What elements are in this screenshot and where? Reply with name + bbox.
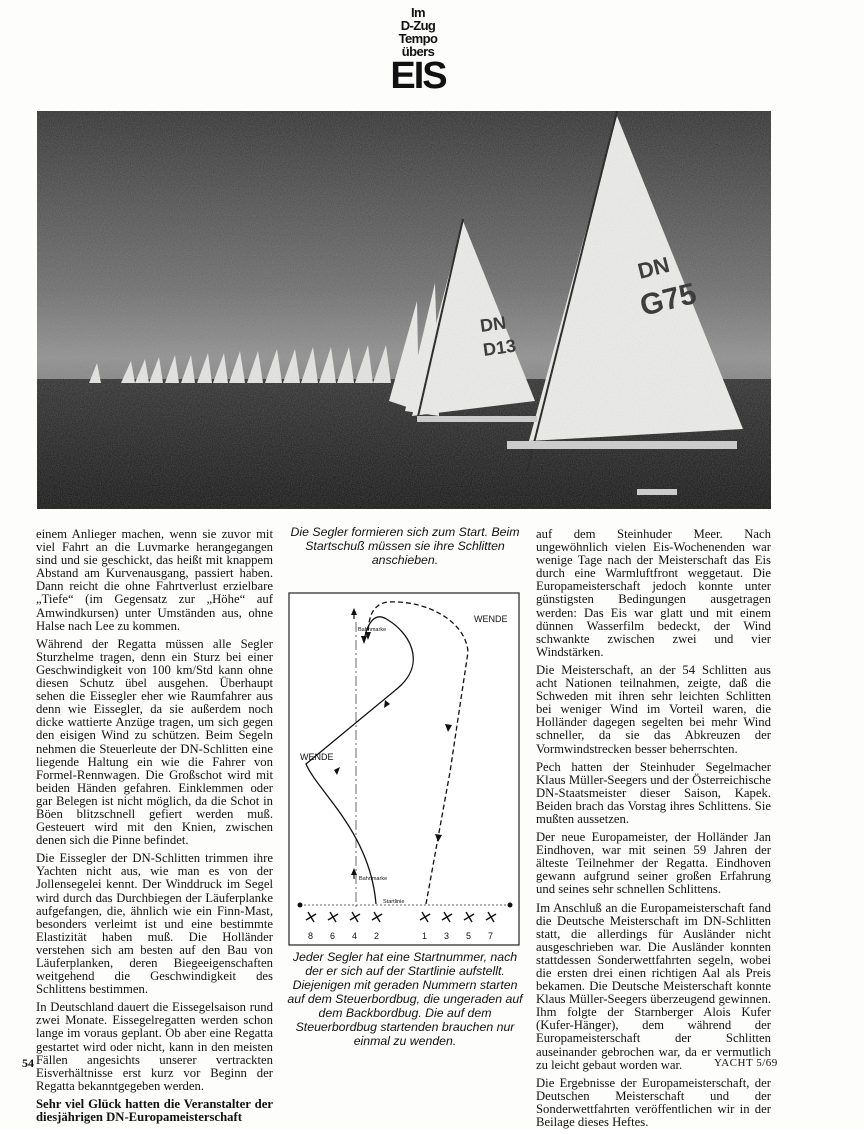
iceboat-photo: [37, 111, 771, 509]
headline-line-3: Tempo: [398, 31, 438, 46]
paragraph: einem Anlieger machen, wenn sie zuvor mit viel Fahrt an die Luvmarke herangegangen sind und sie geschickt, das heißt mit knappem Abstand am Kurvenausgang, passiert haben. Dann reicht die ohne Fahrtverlust erzielbare „Tiefe“ (im Gegensatz zur „Höhe“ auf Amwindkursen) unter Umständen aus, ohne Halse nach Lee zu kommen.: [36, 527, 273, 633]
text-column-right: [536, 528, 771, 1134]
label-bahnmarke-bottom: Bahnmarke: [359, 876, 388, 882]
start-number: 4: [352, 931, 358, 941]
headline: [378, 6, 458, 95]
headline-line-1: Im: [411, 5, 425, 20]
label-wende-right: WENDE: [474, 614, 508, 624]
start-number: 1: [422, 931, 428, 941]
paragraph: Pech hatten der Steinhuder Segelmacher Klaus Müller-Seegers und der Österreichische DN-Staatsmeister dieser Saison, Kapek. Beiden brach das Vorstag ihres Schlittens. Sie mußten aussetzen.: [536, 759, 771, 826]
start-number: 2: [374, 931, 380, 941]
paragraph: Die Eissegler der DN-Schlitten trimmen ihre Yachten nicht aus, wie man es von der Jollensegelei kennt. Der Winddruck im Segel wird durch das Durchbiegen der Läuferplanke aufgefangen, die, ähnlich wie ein Finn-Mast, besonders verleimt ist und eine bestimmte Elastizität haben muß. Die Holländer verstehen sich am besten auf den Bau von Läuferplanken, deren Biegeeigenschaften weitgehend die Geschwindigkeit des Schlittens bestimmen.: [36, 851, 273, 997]
start-number: 5: [466, 931, 472, 941]
caption-bottom: Jeder Segler hat eine Startnummer, nach der er sich auf der Startlinie aufstellt. Diejenigen mit geraden Nummern starten auf dem Steuerbordbug, die ungeraden auf dem Backbordbug. Die auf dem Steuerbordbug startenden brauchen nur einmal zu wenden.: [287, 950, 523, 1048]
paragraph: Während der Regatta müssen alle Segler Sturzhelme tragen, denn ein Sturz bei einer Geschwindigkeit von 100 km/Std kann ohne diesen Schutz übel ausgehen. Überhaupt sehen die Eissegler eher wie Raumfahrer aus denn wie Eissegler, da sie außerdem noch dicke wattierte Anzüge tragen, um sich gegen den eisigen Wind zu schützen. Beim Segeln nehmen die Steuerleute der DN-Schlitten eine liegende Haltung ein wie die Fahrer von Formel-Rennwagen. Die Großschot wird mit beiden Händen gefahren. Einklemmen oder gar Belegen ist nicht möglich, da die Schot in Böen blitzschnell gefiert werden muß. Gesteuert wird mit den Knien, zwischen denen sich die Pinne befindet.: [36, 636, 273, 848]
label-bahnmarke-top: Bahnmarke: [358, 627, 387, 633]
paragraph: Der neue Europameister, der Holländer Jan Eindhoven, war mit seinen 59 Jahren der älteste Teilnehmer der Regatta. Eindhoven gewann aufgrund seiner großen Erfahrung und seines sehr schnellen Schlittens.: [536, 830, 771, 897]
paragraph: Sehr viel Glück hatten die Veranstalter der diesjährigen DN-Europameisterschaft: [36, 1096, 273, 1125]
paragraph: auf dem Steinhuder Meer. Nach ungewöhnlich vielen Eis-Wochenenden war wenige Tage nach der Meisterschaft das Eis durch eine Warmluftfront weggetaut. Die Europameisterschaft jedoch konnte unter günstigsten Bedingungen ausgetragen werden: Das Eis war glatt und mit einem dünnen Wasserfilm bedeckt, der Wind schwankte zwischen zwei und vier Windstärken.: [536, 527, 771, 659]
start-number: 3: [444, 931, 450, 941]
start-diagram: [288, 592, 520, 946]
label-wende-left: WENDE: [300, 752, 334, 762]
start-number: 8: [308, 931, 314, 941]
paragraph: In Deutschland dauert die Eissegelsaison rund zwei Monate. Eissegelregatten werden schon lange im voraus geplant. Ob aber eine Regatta gestartet wird oder nicht, kann in den meisten Fällen angesichts unserer vertrackten Eisverhältnisse erst kurz vor Beginn der Regatta bekanntgegeben werden.: [36, 1000, 273, 1093]
paragraph: Im Anschluß an die Europameisterschaft fand die Deutsche Meisterschaft im DN-Schlitten statt, die allerdings für Ausländer nicht ausgeschrieben war. Die Ausländer konnten stattdessen Sonderwettfahrten segeln, wobei die ersten drei einen richtigen Aal als Preis bekamen. Die Deutsche Meisterschaft konnte Klaus Müller-Seegers überzeugend gewinnen. Ihm folgte der Starnberger Alois Kufer (Kufer-Hänger), dem während der Europameisterschaft der Schlitten auseinander gebrochen war, da er vermutlich zu leicht gebaut worden war.: [536, 900, 771, 1072]
text-column-left: [36, 528, 273, 1129]
start-number: 7: [488, 931, 494, 941]
caption-top: Die Segler formieren sich zum Start. Beim Startschuß müssen sie ihre Schlitten anschieben.: [290, 525, 520, 567]
label-startlinie: Startlinie: [383, 899, 405, 905]
headline-big-word: EIS: [390, 55, 446, 97]
headline-line-2: D-Zug: [400, 18, 436, 33]
page-number: 54: [22, 1056, 34, 1070]
start-number: 6: [330, 931, 336, 941]
headline-line-4: übers: [401, 44, 435, 59]
paragraph: Die Meisterschaft, an der 54 Schlitten aus acht Nationen teilnahmen, zeigte, daß die Schweden mit ihren sehr leichten Schlitten bei weniger Wind im Vorteil waren, die Holländer dagegen segelten bei mehr Wind schneller, da sie das Abkreuzen der Vormwindstrecken besser beherrschten.: [536, 662, 771, 756]
paragraph: Die Ergebnisse der Europameisterschaft, der Deutschen Meisterschaft und der Sonderwettfahrten veröffentlichen wir in der Beilage dieses Heftes.: [536, 1075, 771, 1130]
magazine-issue: YACHT 5/69: [714, 1057, 778, 1069]
